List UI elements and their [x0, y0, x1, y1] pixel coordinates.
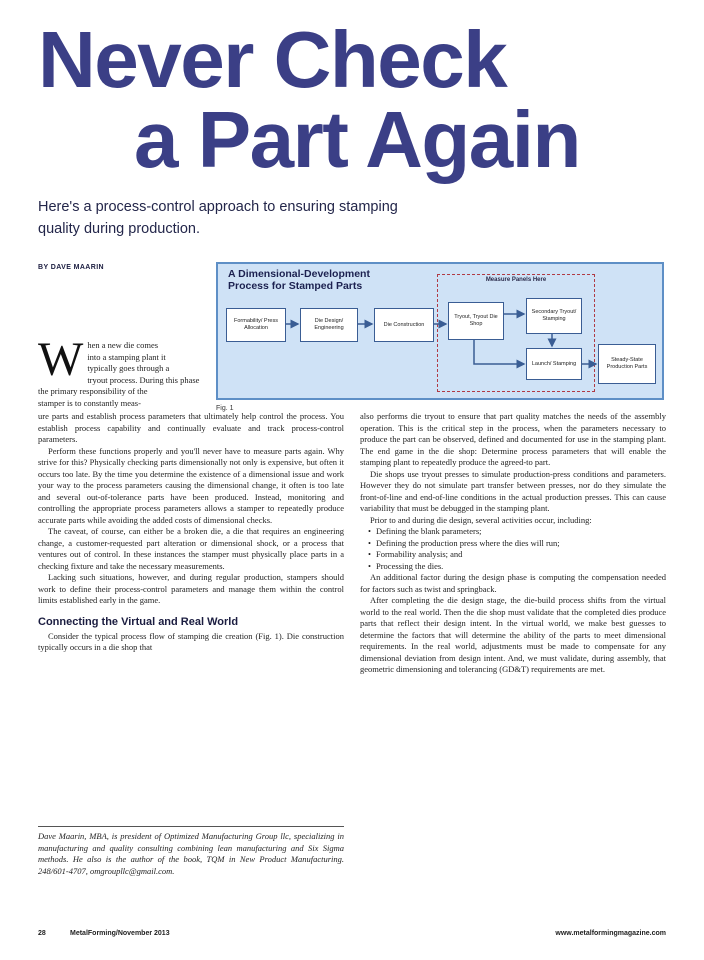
byline: BY DAVE MAARIN [38, 264, 105, 271]
left-paragraph-1: ure parts and establish process parameters that ultimately help control the process. You establish process capability and continually evaluate and track process-control parameters. [38, 411, 344, 444]
intro-line-1: hen a new die comes [87, 340, 159, 350]
bullet-item: • Processing the dies. [376, 561, 666, 573]
author-bio: Dave Maarin, MBA, is president of Optimized Manufacturing Group llc, specializing in manufacturing and quality consulting combining lean manufacturing and Six Sigma methods. He also is the author of the book, TQM in New Product Manufacturing. 248/601-4707, omgroupllc@gmail.com. [38, 826, 344, 877]
process-flow-figure [216, 262, 664, 400]
footer-page-number: 28 [38, 930, 46, 937]
left-paragraph-3: The caveat, of course, can either be a broken die, a die that requires an engineering change, a customer-requested part alteration or dimensional shock, or a process that ventures out of control. In these instances the stamper must physically place parts in a checking fixture and take the necessary measurements. [38, 526, 344, 571]
intro-line-2: into a stamping plant it [87, 351, 166, 362]
box-die-construction: Die Construction [374, 308, 434, 342]
article-subtitle: Here's a process-control approach to ensuring stamping quality during production. [38, 199, 398, 237]
intro-line-5: the primary responsibility of the [38, 386, 148, 396]
figure-title-line-2: Process for Stamped Parts [228, 280, 363, 292]
arrow-6 [474, 340, 524, 364]
bullet-list [360, 526, 666, 572]
left-paragraph-5: Consider the typical process flow of stamping die creation (Fig. 1). Die construction typically occurs in a die shop that [38, 630, 344, 652]
bullet-item: • Defining the blank parameters; [376, 526, 666, 538]
figure-caption: Fig. 1 [216, 405, 234, 412]
figure-title-line-1: A Dimensional-Development [228, 268, 370, 280]
box-secondary-stamping: Secondary Tryout/ Stamping [526, 298, 582, 334]
right-column [360, 411, 666, 676]
right-paragraph-1: also performs die tryout to ensure that part quality matches the needs of the assembly operation. This is the critical step in the process, when the parameters necessary to produce the part can be observed, defined and documented for use in the stamping plant. The end game in the die shop: Determine process parameters that will enable the stamping plant to repeatedly produce the agreed-to part. [360, 411, 666, 467]
title-line-1: Never Check [38, 15, 507, 104]
left-paragraph-2: Perform these functions properly and you'll never have to measure parts again. Why strive for this? Physically checking parts dimensionally not only is expensive, but often it occurs too late. By the time you determine the existence of a dimensional issue and work your way to the process parameters causing the dimensional change, it often is too late and several out-of-tolerance parts have been produced. Instead, monitoring and controlling the appropriate process parameters allows a stamper to repeatedly produce accurate parts while avoiding the added costs of dimensional checks. [38, 445, 344, 525]
drop-cap: W [38, 333, 84, 386]
article-title [38, 15, 580, 184]
box-die-design: Die Design/ Engineering [300, 308, 358, 342]
intro-line-4: tryout process. During this phase [87, 374, 200, 385]
box-launch-stamping: Launch/ Stamping [526, 348, 582, 380]
left-column [38, 411, 344, 654]
intro-line-6: stamper is to constantly meas- [38, 397, 141, 408]
intro-line-3: typically goes through a [87, 363, 170, 373]
title-line-2: a Part Again [134, 95, 580, 184]
footer-url: www.metalformingmagazine.com [555, 930, 666, 937]
measure-panels-label: Measure Panels Here [485, 277, 547, 283]
right-paragraph-2: Die shops use tryout presses to simulate production-press conditions and parameters. However they do not simulate part transfer between presses, nor do they simulate the front-of-line and end-of-line conditions in the actual production presses. This can cause variability that must be debugged in the stamping plant. [360, 468, 666, 513]
bullet-item: • Formability analysis; and [376, 549, 666, 561]
section-heading: Connecting the Virtual and Real World [38, 615, 239, 628]
right-paragraph-5: After completing the die design stage, the die-build process shifts from the virtual world to the real world. Then the die shop must validate that the completed dies produce parts that reflect their design intent. In the virtual world, we make best guesses to determine the factors that will determine the ability of the parts to meet dimensional requirements. In the real world, adjustments must be made to compensate for any dimensional deviation from design intent. And, we must validate, during assembly, that geometric dimensioning and tolerancing (GD&T) requirements are met. [360, 595, 666, 674]
bullet-item: • Defining the production press where the dies will run; [376, 538, 666, 550]
intro-paragraph [38, 333, 210, 409]
box-production-parts: Steady-State Production Parts [598, 344, 656, 384]
footer-issue: MetalForming/November 2013 [70, 930, 170, 937]
left-paragraph-4: Lacking such situations, however, and during regular production, stampers should work to define their process-control parameters and manage them within the control limits established early in the game. [38, 572, 344, 605]
box-die-shop: Tryout, Tryout Die Shop [448, 302, 504, 340]
right-paragraph-4: An additional factor during the design phase is computing the compensation needed for factors such as twist and springback. [360, 572, 666, 594]
right-paragraph-3: Prior to and during die design, several activities occur, including: [370, 514, 592, 525]
box-formability: Formability/ Press Allocation [226, 308, 286, 342]
